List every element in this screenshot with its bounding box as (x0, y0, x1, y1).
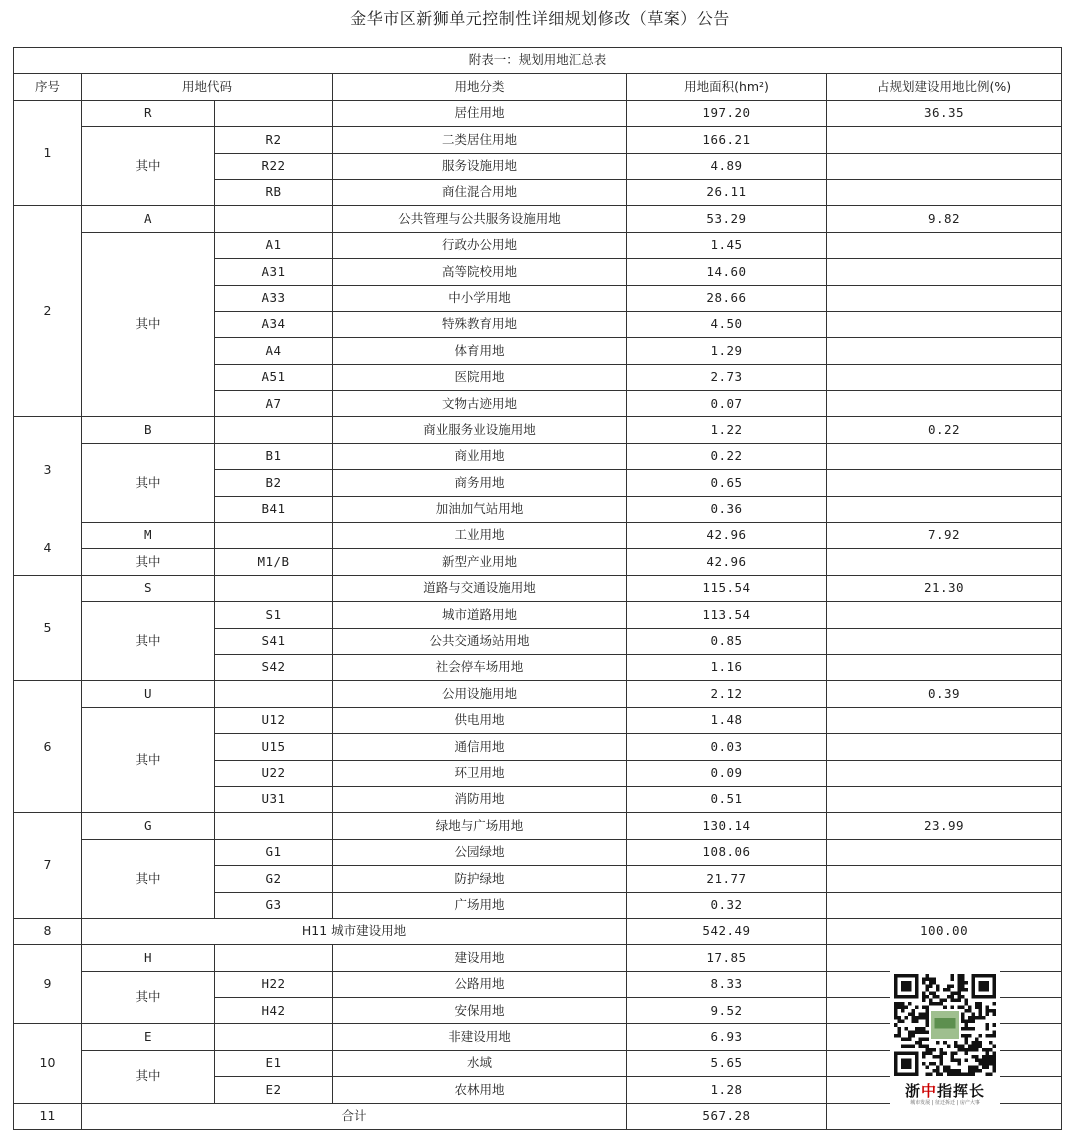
cell-category: 公路用地 (333, 971, 627, 997)
cell-seq: 8 (14, 918, 82, 944)
table-row (14, 602, 1062, 628)
page-title: 金华市区新狮单元控制性详细规划修改（草案）公告 (350, 9, 730, 28)
cell-area: 567.28 (627, 1103, 827, 1129)
cell-area: 0.85 (627, 628, 827, 654)
cell-category: 行政办公用地 (333, 232, 627, 258)
cell-subcode: A34 (215, 311, 333, 337)
cell-category: 绿地与广场用地 (333, 813, 627, 839)
cell-subcode (215, 523, 333, 549)
cell-subcode: G3 (215, 892, 333, 918)
cell-category: 道路与交通设施用地 (333, 575, 627, 601)
cell-ratio (827, 707, 1062, 733)
cell-subcode: A31 (215, 259, 333, 285)
cell-category: 特殊教育用地 (333, 311, 627, 337)
table-caption: 附表一：规划用地汇总表 (14, 48, 1062, 74)
cell-ratio (827, 945, 1062, 971)
cell-subcode: R22 (215, 153, 333, 179)
table-row (14, 839, 1062, 865)
cell-subcode (215, 681, 333, 707)
table-row (14, 813, 1062, 839)
cell-category: 二类居住用地 (333, 127, 627, 153)
table-row (14, 232, 1062, 258)
cell-subcode: A7 (215, 391, 333, 417)
cell-code: R (82, 100, 215, 126)
table-row (14, 100, 1062, 126)
header-category: 用地分类 (333, 74, 627, 100)
table-row (14, 707, 1062, 733)
cell-subcode: B41 (215, 496, 333, 522)
cell-area: 1.22 (627, 417, 827, 443)
header-area: 用地面积(hm²) (627, 74, 827, 100)
cell-area: 21.77 (627, 866, 827, 892)
cell-category: 医院用地 (333, 364, 627, 390)
cell-area: 113.54 (627, 602, 827, 628)
table-row (14, 575, 1062, 601)
cell-area: 0.03 (627, 734, 827, 760)
cell-area: 42.96 (627, 549, 827, 575)
cell-seq: 1 (14, 100, 82, 206)
cell-seq: 11 (14, 1103, 82, 1129)
cell-ratio (827, 549, 1062, 575)
cell-ratio (827, 338, 1062, 364)
cell-area: 542.49 (627, 918, 827, 944)
cell-ratio (827, 839, 1062, 865)
cell-subcode: S41 (215, 628, 333, 654)
cell-ratio (827, 470, 1062, 496)
cell-area: 0.07 (627, 391, 827, 417)
cell-category: 文物古迹用地 (333, 391, 627, 417)
cell-category: 商住混合用地 (333, 179, 627, 205)
cell-ratio (827, 259, 1062, 285)
cell-area: 0.51 (627, 786, 827, 812)
cell-subcode: B2 (215, 470, 333, 496)
header-code: 用地代码 (82, 74, 333, 100)
cell-subcode: S42 (215, 654, 333, 680)
cell-ratio (827, 179, 1062, 205)
cell-ratio (827, 654, 1062, 680)
cell-seq: 3 (14, 417, 82, 523)
cell-code: H (82, 945, 215, 971)
cell-category: 供电用地 (333, 707, 627, 733)
cell-code: U (82, 681, 215, 707)
table-row (14, 443, 1062, 469)
cell-subcode: R2 (215, 127, 333, 153)
cell-subcode: H22 (215, 971, 333, 997)
cell-subcode (215, 813, 333, 839)
cell-ratio (827, 443, 1062, 469)
cell-seq: 6 (14, 681, 82, 813)
cell-ratio: 21.30 (827, 575, 1062, 601)
cell-sub-label: 其中 (82, 1050, 215, 1103)
cell-area: 42.96 (627, 523, 827, 549)
cell-subcode: A33 (215, 285, 333, 311)
cell-area: 53.29 (627, 206, 827, 232)
land-use-summary-table (13, 47, 1062, 1130)
cell-category: 服务设施用地 (333, 153, 627, 179)
cell-area: 2.12 (627, 681, 827, 707)
cell-subcode: RB (215, 179, 333, 205)
cell-area: 1.28 (627, 1077, 827, 1103)
cell-category: 体育用地 (333, 338, 627, 364)
cell-area: 9.52 (627, 998, 827, 1024)
cell-category: 公园绿地 (333, 839, 627, 865)
cell-code: S (82, 575, 215, 601)
cell-category: 高等院校用地 (333, 259, 627, 285)
cell-subcode: G2 (215, 866, 333, 892)
cell-area: 0.36 (627, 496, 827, 522)
cell-area: 8.33 (627, 971, 827, 997)
cell-subcode: U31 (215, 786, 333, 812)
table-row (14, 206, 1062, 232)
header-ratio: 占规划建设用地比例(%) (827, 74, 1062, 100)
cell-subcode (215, 575, 333, 601)
cell-ratio (827, 153, 1062, 179)
cell-ratio: 36.35 (827, 100, 1062, 126)
cell-category: H11 城市建设用地 (82, 918, 627, 944)
cell-sub-label: 其中 (82, 839, 215, 918)
cell-ratio (827, 364, 1062, 390)
cell-seq: 5 (14, 575, 82, 681)
cell-category: 居住用地 (333, 100, 627, 126)
cell-category: 商务用地 (333, 470, 627, 496)
cell-category: 水域 (333, 1050, 627, 1076)
cell-code: M (82, 523, 215, 549)
cell-category: 防护绿地 (333, 866, 627, 892)
cell-area: 115.54 (627, 575, 827, 601)
cell-area: 1.45 (627, 232, 827, 258)
cell-subcode (215, 1024, 333, 1050)
cell-subcode: U12 (215, 707, 333, 733)
cell-subcode: B1 (215, 443, 333, 469)
cell-area: 0.22 (627, 443, 827, 469)
cell-code: B (82, 417, 215, 443)
cell-area: 28.66 (627, 285, 827, 311)
cell-code: E (82, 1024, 215, 1050)
cell-area: 4.50 (627, 311, 827, 337)
cell-category: 广场用地 (333, 892, 627, 918)
cell-category: 中小学用地 (333, 285, 627, 311)
cell-subcode: S1 (215, 602, 333, 628)
table-row (14, 417, 1062, 443)
cell-area: 26.11 (627, 179, 827, 205)
cell-ratio (827, 285, 1062, 311)
cell-ratio: 23.99 (827, 813, 1062, 839)
table-row (14, 523, 1062, 549)
cell-area: 0.09 (627, 760, 827, 786)
cell-category: 合计 (82, 1103, 627, 1129)
cell-category: 商业用地 (333, 443, 627, 469)
cell-area: 0.32 (627, 892, 827, 918)
cell-category: 建设用地 (333, 945, 627, 971)
cell-area: 14.60 (627, 259, 827, 285)
cell-area: 4.89 (627, 153, 827, 179)
cell-subcode: U15 (215, 734, 333, 760)
cell-category: 工业用地 (333, 523, 627, 549)
cell-seq: 9 (14, 945, 82, 1024)
cell-ratio (827, 892, 1062, 918)
cell-area: 130.14 (627, 813, 827, 839)
cell-ratio: 9.82 (827, 206, 1062, 232)
cell-sub-label: 其中 (82, 549, 215, 575)
table-caption-row (14, 48, 1062, 74)
cell-category: 商业服务业设施用地 (333, 417, 627, 443)
cell-subcode (215, 417, 333, 443)
cell-ratio: 7.92 (827, 523, 1062, 549)
cell-sub-label: 其中 (82, 127, 215, 206)
cell-ratio (827, 311, 1062, 337)
cell-ratio (827, 866, 1062, 892)
cell-subcode: A1 (215, 232, 333, 258)
cell-area: 2.73 (627, 364, 827, 390)
cell-code: G (82, 813, 215, 839)
cell-ratio (827, 391, 1062, 417)
cell-area: 0.65 (627, 470, 827, 496)
cell-category: 公共管理与公共服务设施用地 (333, 206, 627, 232)
cell-sub-label: 其中 (82, 602, 215, 681)
cell-ratio (827, 628, 1062, 654)
cell-area: 17.85 (627, 945, 827, 971)
cell-area: 166.21 (627, 127, 827, 153)
cell-subcode: A51 (215, 364, 333, 390)
cell-sub-label: 其中 (82, 232, 215, 417)
cell-seq: 10 (14, 1024, 82, 1103)
qr-watermark (890, 970, 1000, 1110)
table-row (14, 127, 1062, 153)
cell-ratio (827, 734, 1062, 760)
cell-category: 公共交通场站用地 (333, 628, 627, 654)
cell-subcode: U22 (215, 760, 333, 786)
cell-area: 6.93 (627, 1024, 827, 1050)
cell-category: 环卫用地 (333, 760, 627, 786)
table-row (14, 549, 1062, 575)
watermark-brand: 浙中指挥长 (904, 1082, 986, 1100)
cell-subcode: A4 (215, 338, 333, 364)
cell-area: 108.06 (627, 839, 827, 865)
cell-subcode: E1 (215, 1050, 333, 1076)
table-row (14, 681, 1062, 707)
cell-ratio: 0.39 (827, 681, 1062, 707)
table-row (14, 945, 1062, 971)
cell-sub-label: 其中 (82, 971, 215, 1024)
cell-ratio (827, 602, 1062, 628)
cell-area: 197.20 (627, 100, 827, 126)
table-row (14, 918, 1062, 944)
cell-subcode: M1/B (215, 549, 333, 575)
cell-ratio: 0.22 (827, 417, 1062, 443)
cell-category: 非建设用地 (333, 1024, 627, 1050)
cell-category: 公用设施用地 (333, 681, 627, 707)
cell-seq: 4 (14, 523, 82, 576)
cell-subcode: G1 (215, 839, 333, 865)
cell-category: 加油加气站用地 (333, 496, 627, 522)
cell-ratio (827, 127, 1062, 153)
cell-subcode (215, 945, 333, 971)
cell-category: 城市道路用地 (333, 602, 627, 628)
cell-sub-label: 其中 (82, 707, 215, 813)
cell-ratio (827, 760, 1062, 786)
cell-ratio (827, 786, 1062, 812)
cell-area: 5.65 (627, 1050, 827, 1076)
cell-area: 1.16 (627, 654, 827, 680)
cell-ratio (827, 232, 1062, 258)
header-seq: 序号 (14, 74, 82, 100)
watermark-tagline: 城市发展 | 征迁拆迁 | 房产大事 (910, 1100, 980, 1106)
cell-seq: 7 (14, 813, 82, 919)
cell-category: 安保用地 (333, 998, 627, 1024)
cell-category: 通信用地 (333, 734, 627, 760)
cell-ratio (827, 496, 1062, 522)
cell-seq: 2 (14, 206, 82, 417)
cell-category: 消防用地 (333, 786, 627, 812)
cell-code: A (82, 206, 215, 232)
cell-ratio: 100.00 (827, 918, 1062, 944)
cell-category: 新型产业用地 (333, 549, 627, 575)
table-header-row (14, 74, 1062, 100)
cell-sub-label: 其中 (82, 443, 215, 522)
cell-category: 农林用地 (333, 1077, 627, 1103)
cell-category: 社会停车场用地 (333, 654, 627, 680)
cell-subcode: H42 (215, 998, 333, 1024)
cell-area: 1.48 (627, 707, 827, 733)
cell-subcode (215, 206, 333, 232)
qr-code-icon (894, 974, 996, 1076)
cell-subcode (215, 100, 333, 126)
cell-area: 1.29 (627, 338, 827, 364)
cell-subcode: E2 (215, 1077, 333, 1103)
